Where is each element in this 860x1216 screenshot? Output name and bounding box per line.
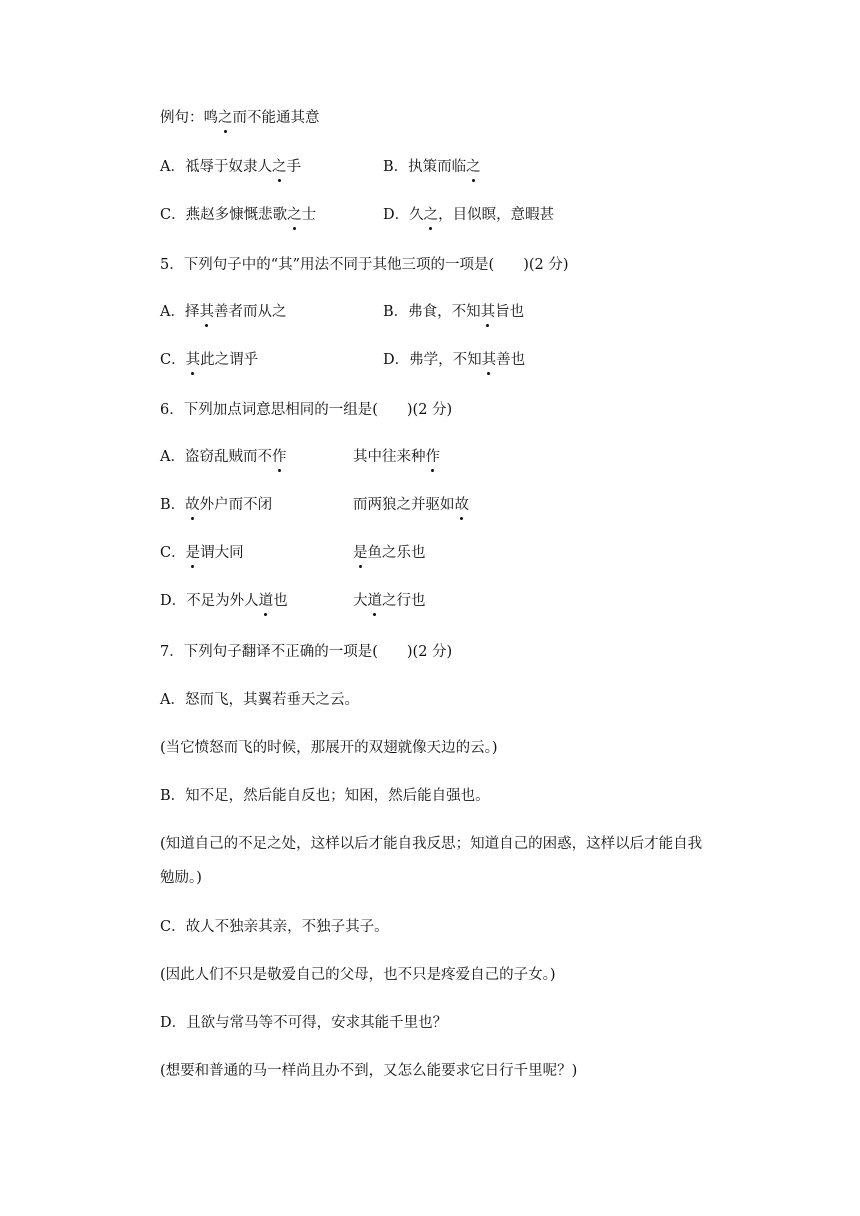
dotted-char: 之	[466, 159, 481, 175]
q6-stem: 6．下列加点词意思相同的一组是( )(2 分)	[160, 402, 453, 418]
dotted-char: 作	[271, 449, 287, 465]
dotted-char: 故	[185, 497, 200, 513]
q7-option-a: A．怒而飞，其翼若垂天之云。	[160, 692, 359, 708]
dotted-char: 是	[185, 545, 201, 561]
q4-option-a: A．祗辱于奴隶人之手	[160, 159, 301, 175]
q5-option-c: C．其此之谓乎	[160, 352, 259, 368]
q5-option-b: B．弗食，不知其旨也	[383, 304, 525, 320]
dotted-char: 之	[287, 207, 302, 223]
dotted-char: 之	[218, 110, 233, 126]
dotted-char: 其	[480, 304, 496, 320]
q6-option-b-left: B．故外户而不闭	[160, 497, 273, 513]
q7-option-c-translation: (因此人们不只是敬爱自己的父母，也不只是疼爱自己的子女。)	[160, 967, 556, 983]
q7-option-c: C．故人不独亲其亲，不独子其子。	[160, 919, 389, 935]
dotted-char: 道	[258, 593, 274, 609]
q5-option-a: A．择其善者而从之	[160, 304, 287, 320]
q4-option-c: C．燕赵多慷慨悲歌之士	[160, 207, 317, 223]
q6-option-d-left: D．不足为外人道也	[160, 593, 288, 609]
q5-option-d: D．弗学，不知其善也	[383, 352, 526, 368]
q7-option-a-translation: (当它愤怒而飞的时候，那展开的双翅就像天边的云。)	[160, 740, 498, 756]
q7-option-b-translation-line1: (知道自己的不足之处，这样以后才能自我反思；知道自己的困惑，这样以后才能自我	[160, 836, 703, 852]
dotted-char: 作	[425, 449, 440, 465]
dotted-char: 其	[185, 352, 201, 368]
q7-stem: 7．下列句子翻译不正确的一项是( )(2 分)	[160, 644, 453, 660]
dotted-char: 道	[367, 593, 382, 609]
q4-option-b: B．执策而临之	[383, 159, 481, 175]
q6-option-c-left: C．是谓大同	[160, 545, 244, 561]
q6-option-a-left: A．盗窃乱贼而不作	[160, 449, 287, 465]
q6-option-a-right: 其中往来种作	[353, 449, 440, 465]
q6-option-c-right: 是鱼之乐也	[353, 545, 426, 561]
dotted-char: 其	[199, 304, 214, 320]
q6-option-b-right: 而两狼之并驱如故	[353, 497, 469, 513]
q4-option-d: D．久之，目似瞑，意暇甚	[383, 207, 555, 223]
dotted-char: 是	[353, 545, 368, 561]
example-sentence: 例句：鸣之而不能通其意	[160, 110, 320, 126]
dotted-char: 故	[454, 497, 469, 513]
q5-stem: 5．下列句子中的“其”用法不同于其他三项的一项是( )(2 分)	[160, 257, 569, 273]
dotted-char: 其	[481, 352, 497, 368]
dotted-char: 之	[423, 207, 439, 223]
q7-option-d: D．且欲与常马等不可得，安求其能千里也？	[160, 1015, 448, 1031]
q6-option-d-right: 大道之行也	[353, 593, 426, 609]
dotted-char: 之	[271, 159, 287, 175]
q7-option-d-translation: (想要和普通的马一样尚且办不到，又怎么能要求它日行千里呢？)	[160, 1063, 578, 1079]
q7-option-b: B．知不足，然后能自反也；知困，然后能自强也。	[160, 788, 490, 804]
q7-option-b-translation-line2: 勉励。)	[160, 870, 202, 886]
